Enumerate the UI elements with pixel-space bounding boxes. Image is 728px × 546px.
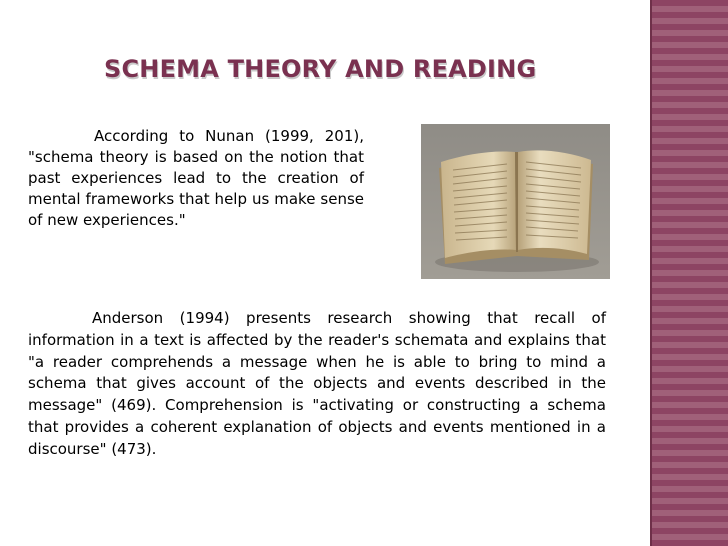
open-book-illustration [421, 124, 610, 279]
side-bar-edge [650, 0, 652, 546]
decorative-side-bar [650, 0, 728, 546]
nunan-quote-paragraph: According to Nunan (1999, 201), "schema theory is based on the notion that past experiences lead to the creation of mental frameworks that help us make sense of new experiences." [28, 127, 364, 229]
open-book-photo [421, 124, 610, 279]
slide-title: SCHEMA THEORY AND READING [104, 55, 537, 83]
anderson-research-paragraph: Anderson (1994) presents research showing that recall of information in a text is affected by the reader's schemata and explains that "a reader comprehends a message when he is able to bring to mind a schema that gives account of the objects and events described in the message" (469). Comprehension is "activating or constructing a schema that provides a coherent explanation of objects and events mentioned in a discourse" (473). [28, 309, 606, 458]
